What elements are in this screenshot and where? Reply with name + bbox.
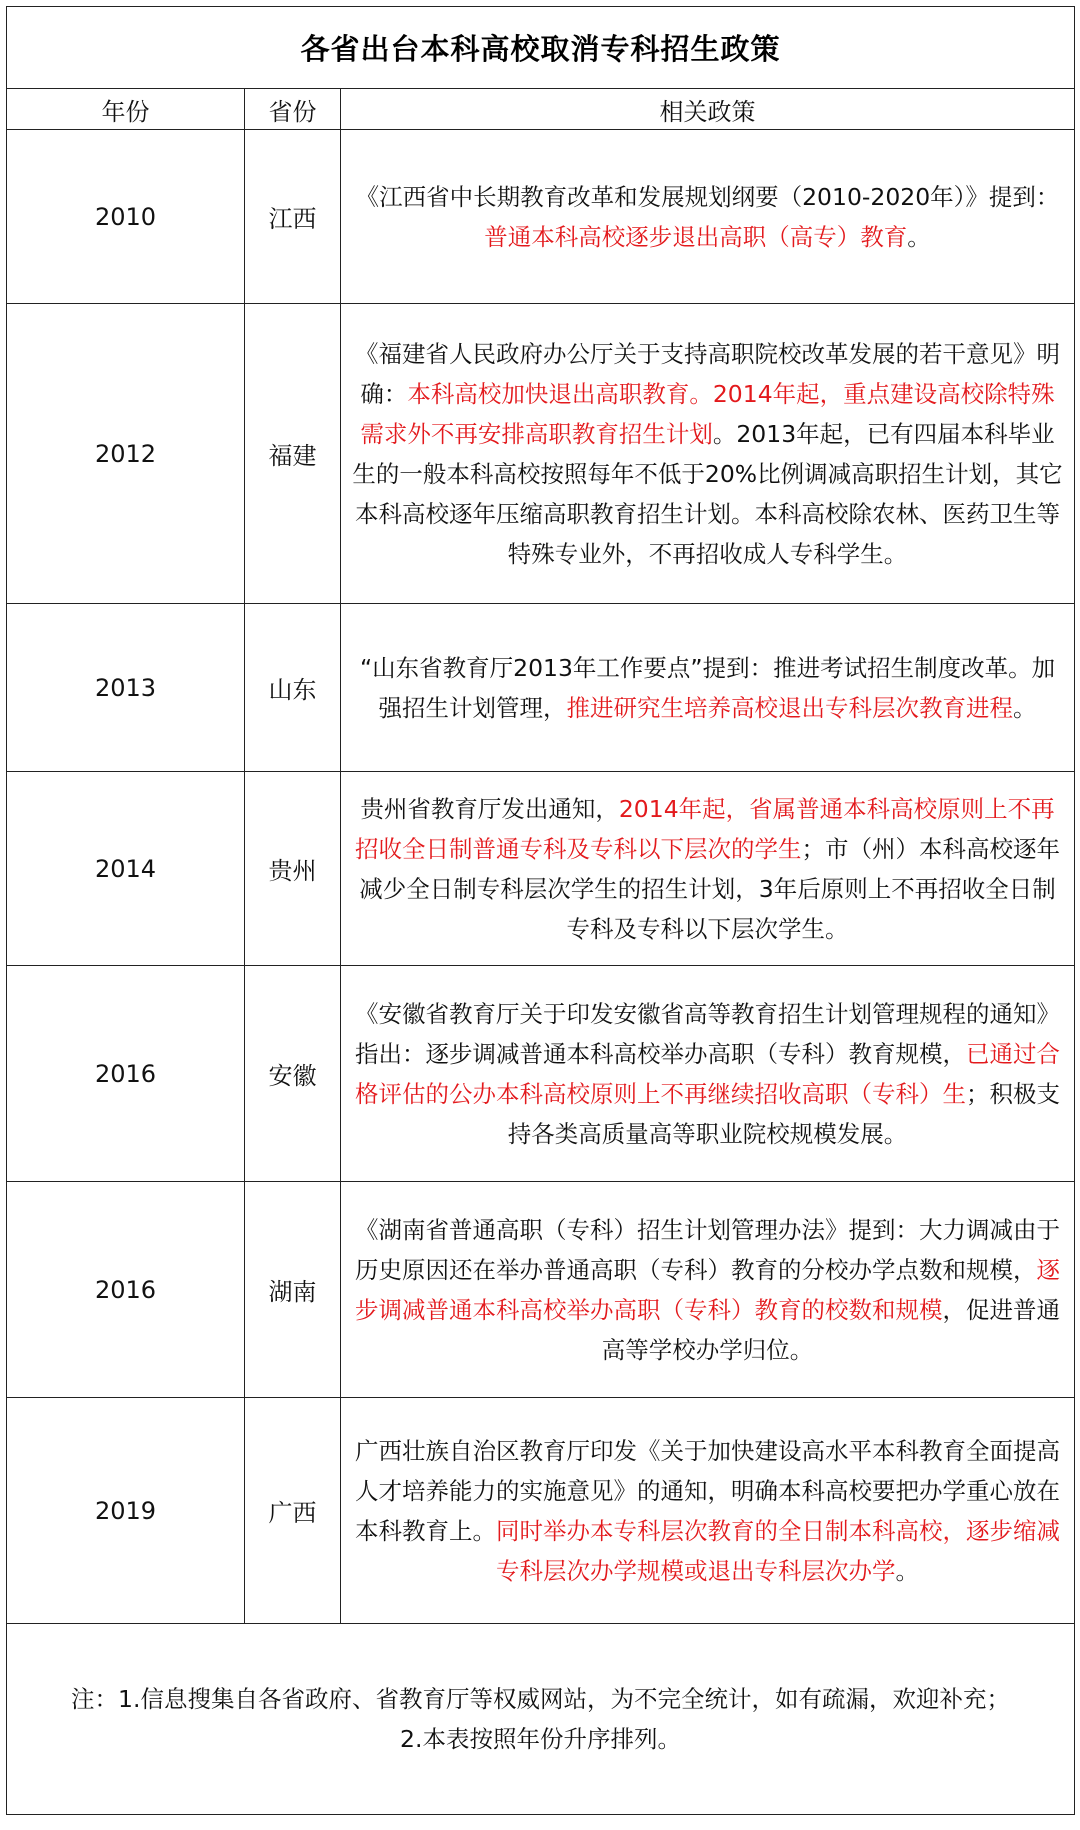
year-cell: 2012: [7, 304, 245, 604]
policy-highlight: 同时举办本专科层次教育的全日制本科高校，逐步缩减专科层次办学规模或退出专科层次办学: [496, 1516, 1061, 1585]
year-cell: 2013: [7, 604, 245, 772]
policy-text: 贵州省教育厅发出通知，: [360, 794, 619, 823]
policy-highlight: 本科高校加快退出高职教育。2014年起，重点建设高校除特殊需求外不再安排高职教育招生计划: [360, 379, 1055, 448]
header-year: 年份: [7, 89, 245, 130]
table-title: 各省出台本科高校取消专科招生政策: [7, 7, 1075, 89]
table-row: [7, 772, 1075, 966]
year-cell: 2016: [7, 966, 245, 1182]
policy-text: ，促进普通高等学校办学归位。: [601, 1295, 1061, 1364]
table-note: [7, 1624, 1075, 1815]
policy-text: 《安徽省教育厅关于印发安徽省高等教育招生计划管理规程的通知》指出：逐步调减普通本科高校举办高职（专科）教育规模，: [355, 999, 1061, 1068]
table-row: [7, 304, 1075, 604]
policy-text: 《湖南省普通高职（专科）招生计划管理办法》提到：大力调减由于历史原因还在举办普通高职（专科）教育的分校办学点数和规模，: [355, 1215, 1061, 1284]
policy-highlight: 推进研究生培养高校退出专科层次教育进程: [566, 693, 1014, 722]
policy-text: 《福建省人民政府办公厅关于支持高职院校改革发展的若干意见》明确：: [355, 339, 1061, 408]
year-cell: 2019: [7, 1398, 245, 1624]
policy-text: 。: [895, 1556, 920, 1585]
policy-cell: [341, 130, 1075, 304]
policy-text: ；市（州）本科高校逐年减少全日制专科层次学生的招生计划，3年后原则上不再招收全日制专科及专科以下层次学生。: [359, 834, 1061, 943]
year-cell: 2016: [7, 1182, 245, 1398]
province-cell: 贵州: [245, 772, 341, 966]
table-row: [7, 1398, 1075, 1624]
table-row: [7, 604, 1075, 772]
policy-highlight: 2014年起，省属普通本科高校原则上不再招收全日制普通专科及专科以下层次的学生: [355, 794, 1055, 863]
policy-cell: [341, 1398, 1075, 1624]
policy-highlight: 已通过合格评估的公办本科高校原则上不再继续招收高职（专科）生: [355, 1039, 1061, 1108]
policy-cell: [341, 604, 1075, 772]
year-cell: 2010: [7, 130, 245, 304]
province-cell: 江西: [245, 130, 341, 304]
table-row: [7, 130, 1075, 304]
policy-text: 。: [1013, 693, 1037, 722]
province-cell: 山东: [245, 604, 341, 772]
table-row: [7, 1182, 1075, 1398]
header-policy: 相关政策: [341, 89, 1075, 130]
policy-cell: [341, 304, 1075, 604]
policy-table: [6, 6, 1075, 1815]
policy-text: “山东省教育厅2013年工作要点”提到：推进考试招生制度改革。加强招生计划管理，: [359, 653, 1056, 722]
policy-cell: [341, 1182, 1075, 1398]
policy-cell: [341, 966, 1075, 1182]
province-cell: 广西: [245, 1398, 341, 1624]
table-row: [7, 966, 1075, 1182]
note-line-1: 注：1.信息搜集自各省政府、省教育厅等权威网站，为不完全统计，如有疏漏，欢迎补充；: [71, 1685, 1010, 1713]
province-cell: 安徽: [245, 966, 341, 1182]
policy-text: 。2013年起，已有四届本科毕业生的一般本科高校按照每年不低于20%比例调减高职招生计划，其它本科高校逐年压缩高职教育招生计划。本科高校除农林、医药卫生等特殊专业外，不再招收成人专科学生。: [352, 419, 1063, 568]
policy-text: 。: [907, 222, 931, 251]
policy-cell: [341, 772, 1075, 966]
province-cell: 福建: [245, 304, 341, 604]
year-cell: 2014: [7, 772, 245, 966]
policy-table-page: [6, 6, 1074, 1820]
header-province: 省份: [245, 89, 341, 130]
policy-text: 广西壮族自治区教育厅印发《关于加快建设高水平本科教育全面提高人才培养能力的实施意见》的通知，明确本科高校要把办学重心放在本科教育上。: [355, 1436, 1061, 1545]
policy-highlight: 普通本科高校逐步退出高职（高专）教育: [484, 222, 908, 251]
note-line-2: 2.本表按照年份升序排列。: [400, 1725, 681, 1753]
policy-highlight: 逐步调减普通本科高校举办高职（专科）教育的校数和规模: [355, 1255, 1061, 1324]
province-cell: 湖南: [245, 1182, 341, 1398]
policy-text: 《江西省中长期教育改革和发展规划纲要（2010-2020年）》提到：: [355, 182, 1060, 211]
policy-text: ；积极支持各类高质量高等职业院校规模发展。: [507, 1079, 1061, 1148]
